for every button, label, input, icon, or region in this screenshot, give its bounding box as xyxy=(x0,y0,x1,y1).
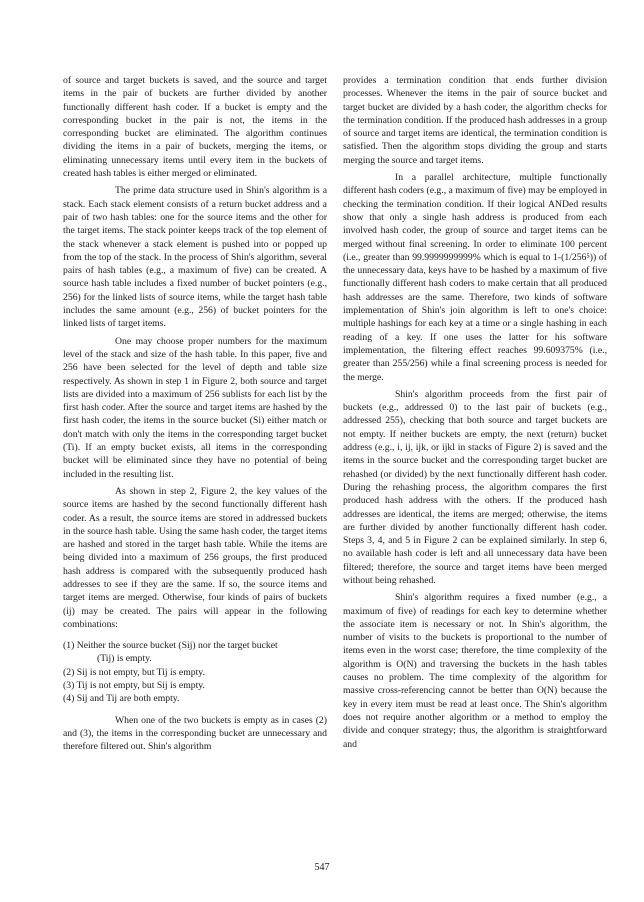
left-paragraph-2: The prime data structure used in Shin's algorithm is a stack. Each stack element consists of a return bucket address and a pair of two hash tables: one for the source items and the other for the target items. The stack pointer keeps track of the top element of the stack whenever a stack element is pushed into or popped up from the top of the stack. In the process of Shin's algorithm, several pairs of hash tables (e.g., a maximum of five) can be created. A source hash table includes a fixed number of bucket pointers (e.g., 256) for the linked lists of source items, while the target hash table includes the same amount (e.g., 256) of bucket pointers for the linked lists of target items. xyxy=(63,185,327,330)
case-item: (2) Sij is not empty, but Tij is empty. xyxy=(63,666,205,678)
case-item: (1) Neither the source bucket (Sij) nor the target bucket xyxy=(63,640,278,652)
bucket-cases-list xyxy=(63,639,327,705)
right-paragraph-2: In a parallel architecture, multiple functionally different hash coders (e.g., a maximum of five) may be employed in checking the termination condition. If their logical ANDed results show that only a single hash address is produced from each involved hash coder, the group of source and target items can be merged without final screening. In order to eliminate 100 percent (i.e., greater than 99.9999999999% which is equal to 1-(1/256⁵)) of the unnecessary data, keys have to be hashed by a maximum of five functionally different hash coders to make certain that all produced hash addresses are the same. Therefore, two kinds of software implementation of Shin's join algorithm is left to one's choice: multiple hashings for each key at a time or a single hashing in each reading of a key. If one uses the latter for his software implementation, the filtering effect reaches 99.609375% (i.e., greater than 255/256) while a final screening process is needed for the merge. xyxy=(343,172,607,383)
left-paragraph-3: One may choose proper numbers for the maximum level of the stack and size of the hash table. In this paper, five and 256 have been selected for the level of depth and table size respectively. As shown in step 1 in Figure 2, both source and target lists are divided into a maximum of 256 sublists for each list by the first hash coder. After the source and target items are hashed by the first hash coder, the items in the source bucket (Si) either match or don't match with only the items in the corresponding target bucket (Ti). If an empty bucket exists, all items in the corresponding bucket will be eliminated since they have no potential of being included in the resulting list. xyxy=(63,335,327,480)
case-item: (4) Sij and Tij are both empty. xyxy=(63,693,180,705)
left-paragraph-1: of source and target buckets is saved, and the source and target items in the pair of buckets are further divided by another functionally different hash coder. If a bucket is empty and the corresponding bucket in the pair is not, the items in the corresponding bucket are eliminated. The algorithm continues dividing the items in a pair of buckets, merging the items, or eliminating unnecessary items until every item in the buckets of created hash tables is either merged or eliminated. xyxy=(63,75,327,180)
page-number: 547 xyxy=(314,862,330,873)
right-paragraph-1: provides a termination condition that ends further division processes. Whenever the items in the pair of source bucket and target bucket are divided by a hash coder, the algorithm checks for the termination condition. If the produced hash addresses in a group of source and target items are identical, the termination condition is satisfied. Then the algorithm stops dividing the group and starts merging the source and target items. xyxy=(343,75,607,166)
right-paragraph-4: Shin's algorithm requires a fixed number (e.g., a maximum of five) of readings for each key to determine whether the associate item is necessary or not. In Shin's algorithm, the number of visits to the buckets is proportional to the number of items even in the worst case; therefore, the time complexity of the algorithm is O(N) and traversing the buckets in the hash tables causes no problem. The time complexity of the algorithm for massive cross-referencing cannot be better than O(N) because the key in every item must be read at least once. The Shin's algorithm does not require another algorithm or a method to employ the divide and conquer strategy; thus, the algorithm is straightforward and xyxy=(343,592,607,750)
left-paragraph-5: When one of the two buckets is empty as in cases (2) and (3), the items in the corresponding bucket are unnecessary and therefore filtered out. Shin's algorithm xyxy=(63,714,327,753)
right-column xyxy=(343,74,607,751)
left-column xyxy=(63,74,327,754)
left-paragraph-4: As shown in step 2, Figure 2, the key values of the source items are hashed by the second functionally different hash coder. As a result, the source items are stored in addressed buckets in the source hash table. Using the same hash coder, the target items are hashed and stored in the target hash table. While the items are being divided into a maximum of 256 groups, the first produced hash address is compared with the subsequently produced hash addresses to see if they are the same. If so, the source items and target items are merged. Otherwise, four kinds of pairs of buckets (ij) may be created. The pairs will appear in the following combinations: xyxy=(63,485,327,630)
case-item: (Tij) is empty. xyxy=(97,653,152,665)
case-item: (3) Tij is not empty, but Sij is empty. xyxy=(63,680,205,692)
right-paragraph-3: Shin's algorithm proceeds from the first pair of buckets (e.g., addressed 0) to the last pair of buckets (e.g., addressed 255), checking that both source and target buckets are not empty. If neither buckets are empty, the next (return) bucket address (e.g., i, ij, ijk, or ijkl in stacks of Figure 2) is saved and the items in the source bucket and the corresponding target bucket are rehashed (or divided) by the next functionally different hash coder. During the rehashing process, the algorithm compares the first produced hash address with the others. If the produced hash addresses are identical, the items are merged; otherwise, the items are further divided by another functionally different hash coder. Steps 3, 4, and 5 in Figure 2 can be explained similarly. In step 6, no available hash coder is left and all unnecessary data have been filtered; therefore, the source and target items have been merged without being rehashed. xyxy=(343,388,607,586)
